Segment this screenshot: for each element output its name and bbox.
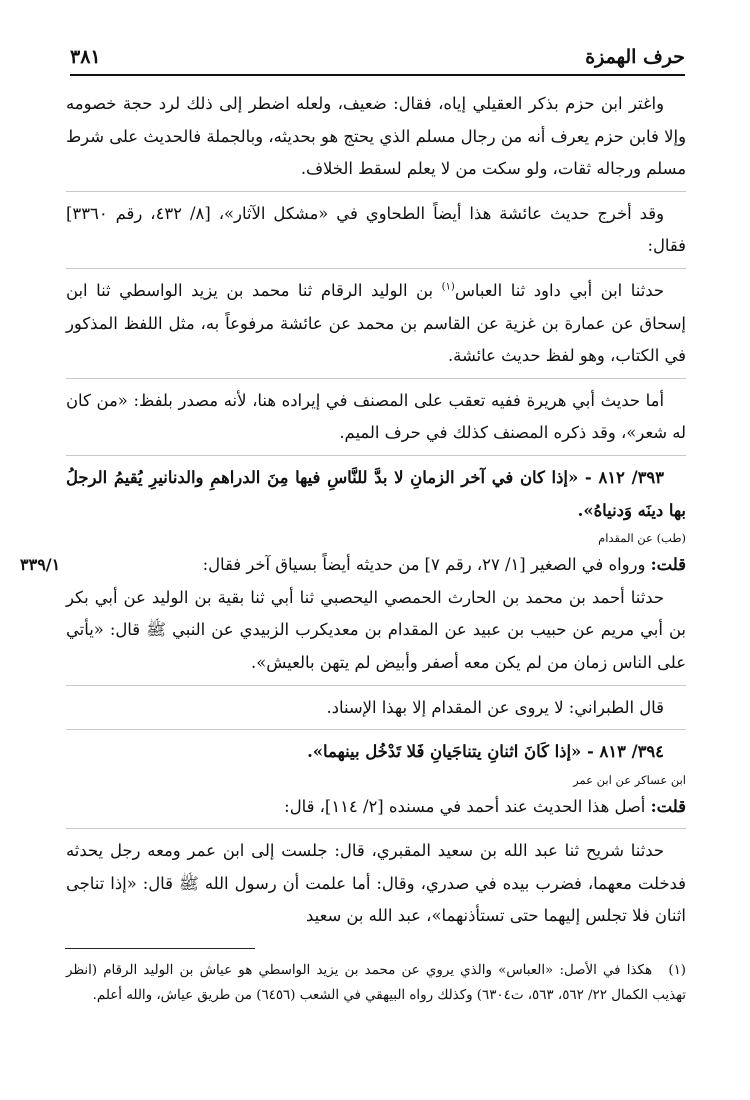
footnote-number: (١)	[668, 963, 686, 978]
divider	[66, 191, 686, 192]
page-number: ٣٨١	[70, 46, 101, 68]
marginal-reference: ٣٣٩/١	[20, 555, 61, 574]
paragraph-text: ورواه في الصغير [١/ ٢٧، رقم ٧] من حديثه أيضاً بسياق آخر فقال:	[202, 555, 651, 575]
hadith-source: ابن عساكر عن ابن عمر	[573, 772, 686, 787]
hadith-entry: ٣٩٤/ ٨١٣ - «إذا كَانَ اثنانِ يتناجَيانِ فَلا تَدْخُل بينهما».	[307, 742, 664, 762]
divider	[66, 729, 686, 730]
paragraph: حدثنا شريح ثنا عبد الله بن سعيد المقبري، قال: جلست إلى ابن عمر ومعه رجل يحدثه فدخلت معهما، فضرب بيده في صدري، وقال: أما علمت أن رسول الله ﷺ قال: «إذا تناجى اثنان فلا تجلس إليهما حتى تستأذنهما»، عبد الله بن سعيد	[66, 841, 686, 926]
footnote-text: هكذا في الأصل: «العباس» والذي يروي عن محمد بن يزيد الواسطي هو عياش بن الوليد الرقام (انظر تهذيب الكمال ٢٢/ ٥٦٢، ٥٦٣، ت٦٣٠٤) وكذلك رواه البيهقي في الشعب (٦٤٥٦) من طريق عياش، والله أعلم.	[66, 963, 686, 1003]
footnote	[66, 958, 686, 1008]
paragraph: وقد أخرج حديث عائشة هذا أيضاً الطحاوي في «مشكل الآثار»، [٨/ ٤٣٢، رقم ٣٣٦٠] فقال:	[66, 203, 686, 256]
paragraph	[66, 275, 686, 373]
hadith-source: (طب) عن المقدام	[598, 531, 686, 546]
paragraph-text: أصل هذا الحديث عند أحمد في مسنده [٢/ ١١٤]، قال:	[284, 796, 651, 816]
running-header	[70, 40, 685, 76]
chapter-title: حرف الهمزة	[585, 46, 685, 68]
paragraph: أما حديث أبي هريرة ففيه تعقب على المصنف في إيراده هنا، لأنه مصدر بلفظ: «من كان له شعر»، وقد ذكره المصنف كذلك في حرف الميم.	[66, 390, 686, 443]
qultu-label: قلت:	[650, 796, 686, 816]
qultu-label: قلت:	[650, 555, 686, 575]
footnote-rule	[65, 948, 255, 949]
hadith-entry: ٣٩٣/ ٨١٢ - «إذا كان في آخر الزمانِ لا بدَّ للنَّاسِ فيها مِنَ الدراهمِ والدنانيرِ يُقيمُ الرجلُ بها دينَه وَدنياهُ».	[66, 467, 686, 520]
divider	[66, 685, 686, 686]
divider	[66, 828, 686, 829]
paragraph	[66, 791, 686, 824]
paragraph	[66, 549, 686, 582]
paragraph-text: بن الوليد الرقام ثنا محمد بن يزيد الواسطي ثنا ابن إسحاق عن عمارة بن غزية عن القاسم بن محمد عن عائشة مرفوعاً به، مثل اللفظ المذكور في الكتاب، وهو لفظ حديث عائشة.	[66, 280, 686, 366]
divider	[66, 378, 686, 379]
footnote-marker: (١)	[441, 281, 455, 293]
main-text	[66, 88, 686, 933]
divider	[66, 455, 686, 456]
paragraph: حدثنا أحمد بن محمد بن الحارث الحمصي اليحصبي ثنا أبي ثنا بقية بن الوليد عن أبي بكر بن أبي مريم عن حبيب بن عبيد عن المقدام بن معديكرب الزبيدي عن النبي ﷺ قال: «يأتي على الناس زمان من لم يكن معه أصفر وأبيض لم يتهن بالعيش».	[66, 587, 686, 672]
divider	[66, 268, 686, 269]
paragraph: قال الطبراني: لا يروى عن المقدام إلا بهذا الإسناد.	[326, 697, 664, 717]
paragraph: واغتر ابن حزم بذكر العقيلي إياه، فقال: ضعيف، ولعله اضطر إلى ذلك لرد حجة خصومه وإلا فابن حزم يعرف أنه من رجال مسلم الذي يحتج هو بحديثه، وبالجملة فالحديث على شرط مسلم ورجاله ثقات، ولو سكت من لا يعلم لسقط الخلاف.	[66, 94, 686, 179]
paragraph-text: حدثنا ابن أبي داود ثنا العباس	[454, 280, 664, 300]
